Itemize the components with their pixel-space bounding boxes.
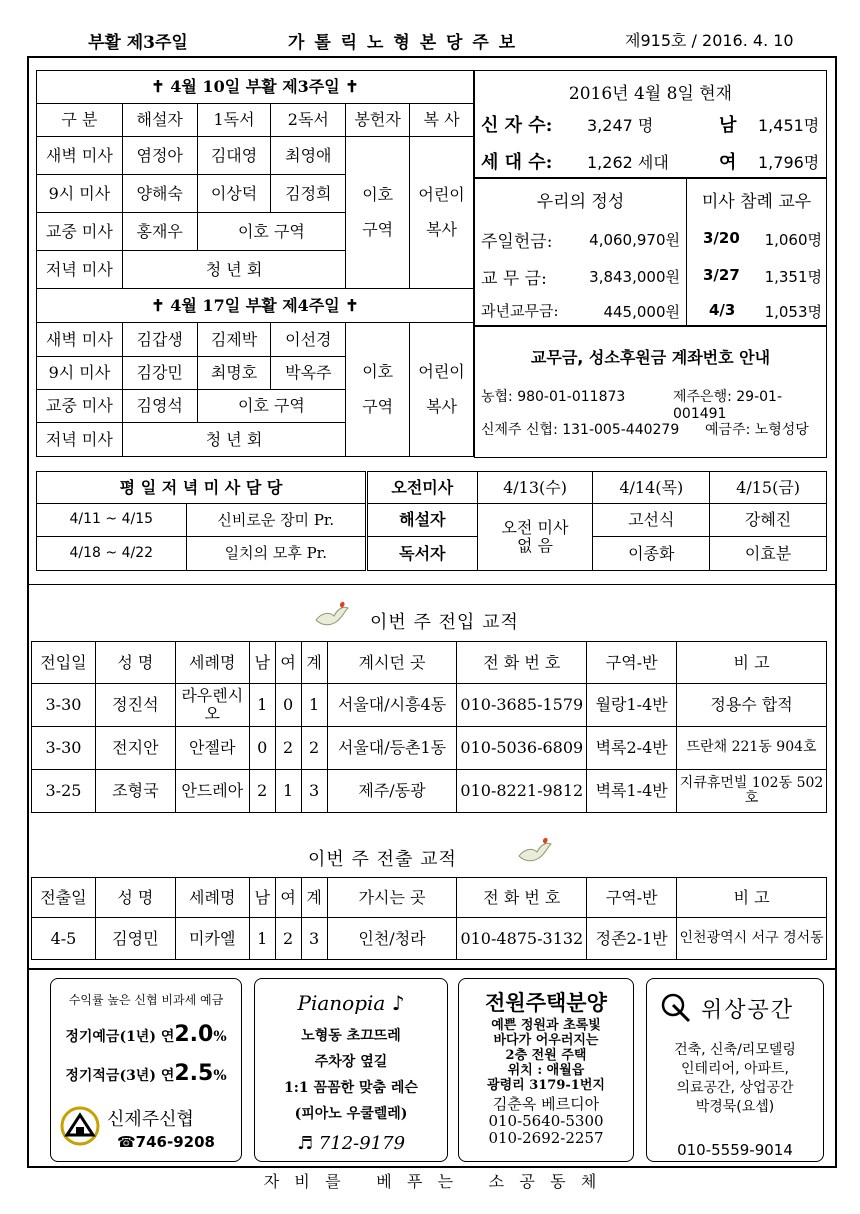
cell-note: 뜨란채 221동 904호 — [677, 727, 827, 770]
col-header: 해설자 — [122, 104, 197, 137]
bank-name: 신제주신협 — [107, 1109, 194, 1130]
roster-span-cell: 이호 구역 — [197, 390, 346, 423]
roster-cell: 김대영 — [197, 137, 271, 175]
cell-name: 조형국 — [95, 770, 175, 813]
stats-date: 2016년 4월 8일 현재 — [568, 84, 733, 104]
col-header: 전입일 — [32, 642, 96, 684]
cell-from: 제주/동광 — [327, 770, 457, 813]
cell-from: 서울대/등촌1동 — [327, 727, 457, 770]
morning-mass-table — [367, 471, 827, 571]
roster-span-cell: 이호 구역 — [197, 213, 346, 251]
cell-phone: 010-8221-9812 — [457, 770, 587, 813]
col-header: 남 — [249, 878, 275, 918]
reader-cell: 이효분 — [710, 537, 827, 571]
house-desc: 예쁜 정원과 초록빛 바다가 어우러지는 2층 전원 주택 위치 : 애월읍 광령리 3179-1번지 — [487, 1018, 605, 1093]
mass-roster-table — [36, 70, 474, 457]
cell-name: 정진석 — [95, 684, 175, 727]
bank-rate-deposit: 정기예금(1년) 연2.0% — [65, 1022, 227, 1047]
attendance-value: 1,053명 — [764, 303, 822, 321]
cell-baptism: 라우렌시오 — [175, 684, 249, 727]
attendance-date: 3/27 — [703, 266, 740, 284]
offering-value: 4,060,970원 — [589, 231, 680, 249]
roster-cell: 양해숙 — [122, 175, 197, 213]
cell-female: 0 — [275, 684, 301, 727]
attendance-title: 미사 참례 교우 — [701, 192, 812, 212]
accounts-box — [474, 326, 827, 458]
roster-cell: 최영애 — [271, 137, 346, 175]
house-contact: 김춘옥 베르디아 010-5640-5300 010-2692-2257 — [488, 1094, 604, 1148]
space-ad — [646, 978, 824, 1162]
membership-stats — [474, 70, 827, 178]
account-line: 제주은행: 29-01-001491 — [673, 389, 782, 422]
roster-span-cell: 청 년 회 — [122, 251, 345, 289]
col-header: 전출일 — [32, 878, 96, 918]
commentator-cell: 강혜진 — [710, 504, 827, 537]
accounts-title: 교무금, 성소후원금 계좌번호 안내 — [530, 348, 771, 367]
attendance-date: 3/20 — [703, 229, 740, 247]
morning-day: 4/14(목) — [593, 472, 710, 504]
col-header: 1독서 — [197, 104, 271, 137]
section-divider — [27, 584, 837, 585]
mass-label: 9시 미사 — [37, 357, 123, 390]
weekday-dates: 4/11 ~ 4/15 — [37, 504, 187, 537]
footer-motto: 자 비 를 베 푸 는 소 공 동 체 — [263, 1172, 597, 1191]
bulletin-title: 가 톨 릭 노 형 본 당 주 보 — [288, 33, 518, 53]
cell-female: 2 — [275, 918, 301, 960]
cell-phone: 010-3685-1579 — [457, 684, 587, 727]
commentator-label: 해설자 — [368, 504, 478, 537]
dove-icon — [312, 598, 352, 632]
roster-span-cell: 청 년 회 — [122, 423, 345, 457]
members-label: 신 자 수: — [481, 115, 553, 136]
dove-icon — [515, 834, 555, 868]
house-title: 전원주택분양 — [485, 990, 607, 1015]
server-cell: 어린이 복사 — [410, 137, 474, 289]
offering-box — [474, 178, 687, 326]
cell-male: 1 — [249, 684, 275, 727]
col-header: 복 사 — [410, 104, 474, 137]
movein-table — [31, 641, 827, 813]
cell-note: 지큐휴먼빌 102동 502호 — [677, 770, 827, 813]
reader-cell: 이종화 — [593, 537, 710, 571]
weekday-mass-table — [36, 471, 366, 571]
col-header: 성 명 — [95, 642, 175, 684]
space-title: 위상공간 — [701, 998, 795, 1023]
attendance-value: 1,351명 — [764, 268, 822, 286]
house-ad — [458, 978, 634, 1162]
moveout-table — [31, 877, 827, 960]
weekday-title: 평 일 저 녁 미 사 담 당 — [37, 472, 366, 504]
members-value: 3,247 명 — [587, 116, 654, 135]
roster-cell: 홍재우 — [122, 213, 197, 251]
moveout-title: 이번 주 전출 교적 — [308, 849, 457, 870]
attendance-box — [686, 178, 827, 326]
roster-cell: 이선경 — [271, 323, 346, 357]
offering-label: 주일헌금: — [481, 232, 553, 252]
col-header: 전 화 번 호 — [457, 642, 587, 684]
cell-total: 3 — [301, 918, 327, 960]
morning-day: 4/15(금) — [710, 472, 827, 504]
table-row — [32, 684, 827, 727]
col-header: 봉헌자 — [346, 104, 410, 137]
reader-label: 독서자 — [368, 537, 478, 571]
no-morning-mass: 오전 미사 없 음 — [477, 504, 593, 571]
morning-day: 4/13(수) — [477, 472, 593, 504]
issue-number: 제915호 / 2016. 4. 10 — [625, 31, 794, 50]
weekday-group: 신비로운 장미 Pr. — [186, 504, 365, 537]
col-header: 구 분 — [37, 104, 123, 137]
cell-baptism: 미카엘 — [175, 918, 249, 960]
col-header: 비 고 — [677, 642, 827, 684]
cell-total: 2 — [301, 727, 327, 770]
col-header: 계 — [301, 642, 327, 684]
col-header: 여 — [275, 642, 301, 684]
col-header: 전 화 번 호 — [457, 878, 587, 918]
cell-female: 2 — [275, 727, 301, 770]
cell-male: 1 — [249, 918, 275, 960]
mass-label: 9시 미사 — [37, 175, 123, 213]
weekday-group: 일치의 모후 Pr. — [186, 537, 365, 571]
cell-date: 3-25 — [32, 770, 96, 813]
cell-date: 4-5 — [32, 918, 96, 960]
cell-male: 2 — [249, 770, 275, 813]
col-header: 가시는 곳 — [327, 878, 457, 918]
roster-cell: 김강민 — [122, 357, 197, 390]
roster-cell: 염정아 — [122, 137, 197, 175]
col-header: 계 — [301, 878, 327, 918]
week1-title: ✝ 4월 10일 부활 제3주일 ✝ — [37, 71, 474, 104]
piano-name: Pianopia ♪ — [297, 991, 405, 1015]
col-header: 여 — [275, 878, 301, 918]
col-header: 세례명 — [175, 878, 249, 918]
piano-ad — [254, 978, 448, 1162]
cell-to: 인천/청라 — [327, 918, 457, 960]
piano-line: 1:1 꼼꼼한 맞춤 레슨 — [284, 1080, 418, 1096]
col-header: 2독서 — [271, 104, 346, 137]
col-header: 구역-반 — [587, 642, 677, 684]
bank-tagline: 수익률 높은 신협 비과세 예금 — [68, 993, 224, 1007]
cell-zone: 정존2-1반 — [587, 918, 677, 960]
cell-note: 정용수 합적 — [677, 684, 827, 727]
cell-name: 김영민 — [95, 918, 175, 960]
cell-date: 3-30 — [32, 684, 96, 727]
mass-label: 교중 미사 — [37, 390, 123, 423]
cell-note: 인천광역시 서구 경서동 — [677, 918, 827, 960]
households-label: 세 대 수: — [481, 152, 553, 173]
cell-baptism: 안젤라 — [175, 727, 249, 770]
server-cell: 어린이 복사 — [410, 323, 474, 457]
col-header: 계시던 곳 — [327, 642, 457, 684]
cell-male: 0 — [249, 727, 275, 770]
space-phone: 010-5559-9014 — [677, 1141, 793, 1159]
space-desc: 건축, 신축/리모델링 인테리어, 아파트, 의료공간, 상업공간 박경묵(요셉) — [674, 1042, 796, 1115]
cell-phone: 010-5036-6809 — [457, 727, 587, 770]
roster-cell: 김제박 — [197, 323, 271, 357]
attendance-date: 4/3 — [709, 301, 736, 319]
pen-logo-icon — [659, 991, 695, 1027]
bank-phone: ☎746-9208 — [117, 1133, 215, 1151]
attendance-value: 1,060명 — [764, 231, 822, 249]
roster-cell: 이상덕 — [197, 175, 271, 213]
female-value: 1,796명 — [758, 153, 820, 172]
table-row — [32, 770, 827, 813]
weekday-dates: 4/18 ~ 4/22 — [37, 537, 187, 571]
bank-ad — [50, 978, 242, 1162]
table-row — [32, 727, 827, 770]
offering-label: 과년교무금: — [481, 302, 559, 320]
roster-cell: 최명호 — [197, 357, 271, 390]
offering-title: 우리의 정성 — [536, 192, 625, 212]
col-header: 성 명 — [95, 878, 175, 918]
cell-total: 1 — [301, 684, 327, 727]
mass-label: 교중 미사 — [37, 213, 123, 251]
account-line: 신제주 신협: 131-005-440279 — [481, 422, 680, 438]
cell-zone: 월랑1-4반 — [587, 684, 677, 727]
female-label: 여 — [719, 152, 737, 173]
offertory-cell: 이호 구역 — [346, 323, 410, 457]
male-value: 1,451명 — [758, 116, 820, 135]
cell-zone: 벽록2-4반 — [587, 727, 677, 770]
offering-value: 445,000원 — [603, 303, 680, 321]
cell-zone: 벽록1-4반 — [587, 770, 677, 813]
piano-phone: ♬ 712-9179 — [296, 1133, 406, 1154]
mass-label: 저녁 미사 — [37, 423, 123, 457]
piano-line: 주차장 옆길 — [314, 1054, 388, 1070]
table-row — [32, 918, 827, 960]
week2-title: ✝ 4월 17일 부활 제4주일 ✝ — [37, 289, 474, 323]
male-label: 남 — [719, 115, 737, 136]
col-header: 비 고 — [677, 878, 827, 918]
commentator-cell: 고선식 — [593, 504, 710, 537]
morning-title: 오전미사 — [368, 472, 478, 504]
season-label: 부활 제3주일 — [88, 33, 188, 53]
offering-label: 교 무 금: — [481, 269, 547, 289]
mass-label: 새벽 미사 — [37, 137, 123, 175]
credit-union-logo-icon — [59, 1105, 101, 1147]
mass-label: 저녁 미사 — [37, 251, 123, 289]
account-line: 농협: 980-01-011873 — [481, 389, 626, 405]
cell-name: 전지안 — [95, 727, 175, 770]
col-header: 남 — [249, 642, 275, 684]
households-value: 1,262 세대 — [587, 153, 669, 172]
roster-cell: 김정희 — [271, 175, 346, 213]
col-header: 세례명 — [175, 642, 249, 684]
col-header: 구역-반 — [587, 878, 677, 918]
cell-phone: 010-4875-3132 — [457, 918, 587, 960]
offertory-cell: 이호 구역 — [346, 137, 410, 289]
offering-value: 3,843,000원 — [589, 268, 680, 286]
bank-rate-savings: 정기적금(3년) 연2.5% — [65, 1061, 227, 1086]
roster-cell: 김영석 — [122, 390, 197, 423]
cell-total: 3 — [301, 770, 327, 813]
cell-from: 서울대/시흥4동 — [327, 684, 457, 727]
roster-cell: 김갑생 — [122, 323, 197, 357]
cell-baptism: 안드레아 — [175, 770, 249, 813]
roster-cell: 박옥주 — [271, 357, 346, 390]
cell-date: 3-30 — [32, 727, 96, 770]
account-line: 예금주: 노형성당 — [705, 422, 809, 438]
movein-title: 이번 주 전입 교적 — [370, 612, 519, 633]
piano-line: 노형동 초끄뜨레 — [301, 1028, 401, 1044]
mass-label: 새벽 미사 — [37, 323, 123, 357]
piano-line: (피아노 우쿨렐레) — [294, 1106, 408, 1122]
cell-female: 1 — [275, 770, 301, 813]
